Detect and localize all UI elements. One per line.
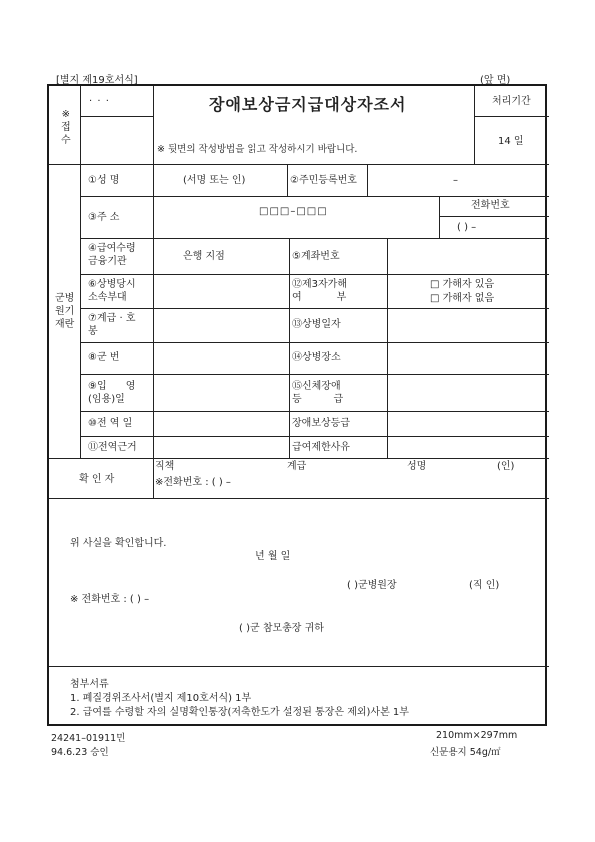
section-label: 군병 원기 재란 (55, 293, 75, 330)
confirmer-position-label: 직책 (155, 461, 175, 472)
discharge-date-label: ⑩전 역 일 (88, 418, 133, 429)
footer-approval: 94.6.23 승인 (51, 747, 109, 758)
discharge-basis-label: ⑪전역근거 (88, 442, 137, 453)
enlistment-label: ⑨입 영 (임용)일 (88, 381, 136, 405)
rank-field[interactable] (159, 319, 284, 333)
processing-value: 14 일 (498, 136, 524, 147)
confirmer-rank-label: 계급 (287, 461, 307, 472)
confirmation-date[interactable]: 년 월 일 (255, 551, 291, 562)
service-number-label: ⑧군 번 (88, 352, 120, 363)
injury-place-field[interactable] (394, 352, 544, 366)
offender-no-checkbox[interactable]: □ 가해자 없음 (430, 293, 495, 304)
confirmation-statement: 위 사실을 확인합니다. (70, 538, 167, 549)
injury-date-label: ⑬상병일자 (292, 319, 341, 330)
official-seal: (직 인) (469, 580, 500, 591)
unit-label: ⑥상병당시 소속부대 (88, 279, 136, 303)
footer-paper-size: 210mm×297mm (436, 730, 518, 741)
account-field[interactable] (394, 251, 544, 265)
attachment-item-1: 1. 폐질경위조사서(별지 제10호서식) 1부 (70, 693, 252, 704)
addressee: ( )군 참모총장 귀하 (239, 623, 324, 634)
service-number-field[interactable] (159, 352, 284, 366)
footer-code: 24241–01911민 (51, 733, 126, 744)
injury-place-label: ⑭상병장소 (292, 352, 341, 363)
page-side: (앞 면) (480, 75, 511, 86)
compensation-grade-field[interactable] (394, 418, 544, 432)
discharge-date-field[interactable] (159, 418, 284, 432)
instruction-text: ※ 뒷면의 작성방법을 읽고 작성하시기 바랍니다. (157, 144, 358, 155)
restriction-field[interactable] (394, 442, 544, 456)
form-title: 장애보상금지급대상자조서 (209, 95, 407, 114)
hospital-phone[interactable]: ※ 전화번호 : ( ) – (70, 594, 150, 605)
account-label: ⑤계좌번호 (292, 251, 340, 262)
rank-label: ⑦계급 · 호 봉 (88, 313, 136, 337)
name-label: ①성 명 (88, 175, 120, 186)
phone-field[interactable]: ( ) – (457, 222, 477, 233)
bank-field[interactable]: 은행 지점 (183, 251, 225, 262)
receipt-date-dots: · · · (89, 96, 110, 107)
rrn-label: ②주민등록번호 (290, 175, 357, 186)
restriction-label: 급여제한사유 (292, 442, 350, 453)
discharge-basis-field[interactable] (159, 442, 284, 456)
receipt-mark: ※ 접 수 (61, 109, 71, 146)
bank-label: ④급여수령 금융기관 (88, 243, 136, 267)
address-label: ③주 소 (88, 212, 120, 223)
attachments-title: 첨부서류 (70, 679, 109, 690)
processing-label: 처리기간 (492, 96, 531, 107)
footer-paper-type: 신문용지 54g/㎡ (430, 747, 501, 758)
postal-code-field[interactable]: □□□–□□□ (259, 206, 328, 217)
offender-yes-checkbox[interactable]: □ 가해자 있음 (430, 279, 495, 290)
attachment-item-2: 2. 급여를 수령할 자의 실명확인통장(저축한도가 설정된 통장은 제외)사본 1부 (70, 707, 409, 718)
third-party-label: ⑫제3자가해 여 부 (292, 279, 348, 303)
confirmer-phone[interactable]: ※전화번호 : ( ) – (155, 477, 231, 488)
confirmer-name-label: 성명 (407, 461, 427, 472)
hospital-director: ( )군병원장 (347, 580, 397, 591)
phone-label: 전화번호 (471, 200, 510, 211)
form-page (47, 84, 547, 726)
unit-field[interactable] (159, 286, 284, 300)
enlistment-field[interactable] (159, 386, 284, 400)
confirmer-label: 확 인 자 (79, 474, 115, 485)
name-field[interactable]: (서명 또는 인) (183, 175, 246, 186)
rrn-field[interactable]: – (453, 175, 458, 186)
compensation-grade-label: 장애보상등급 (292, 418, 350, 429)
disability-grade-label: ⑮신체장애 등 급 (292, 381, 344, 405)
injury-date-field[interactable] (394, 319, 544, 333)
confirmer-seal: (인) (497, 461, 515, 472)
disability-grade-field[interactable] (394, 386, 544, 400)
form-number: [별지 제19호서식] (56, 75, 138, 86)
